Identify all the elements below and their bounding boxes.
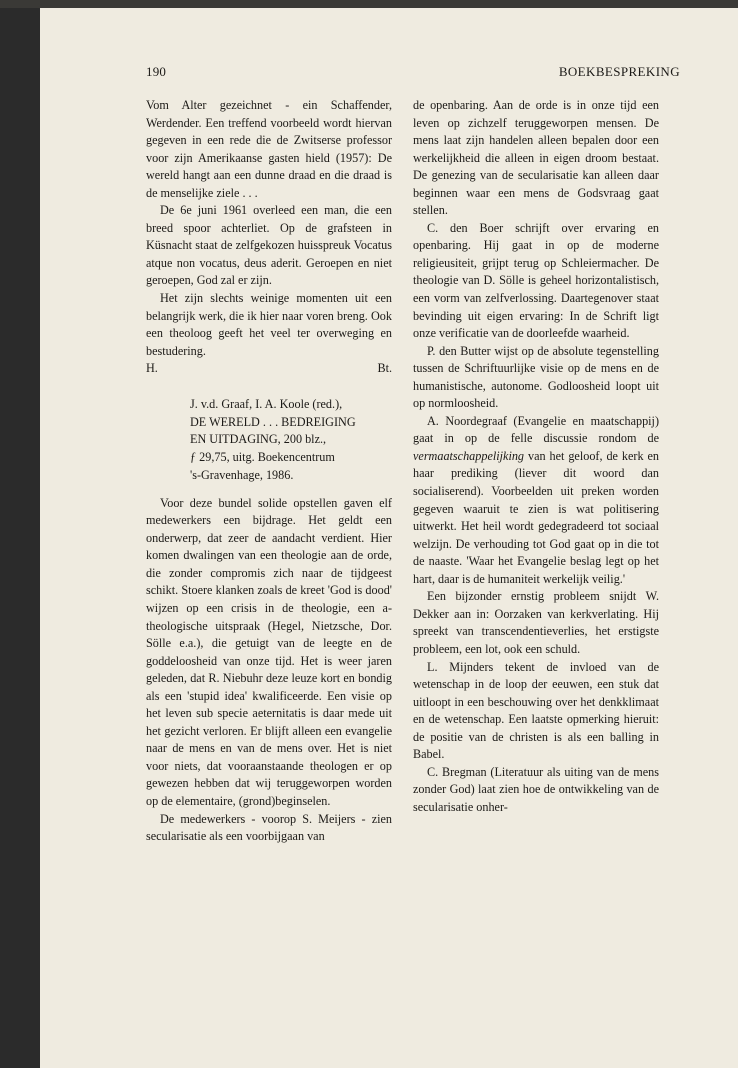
reference-line: J. v.d. Graaf, I. A. Koole (red.),: [190, 396, 343, 411]
paragraph: De medewerkers - voorop S. Meijers - zien secularisatie als een voorbijgaan van: [146, 811, 392, 844]
right-column: [413, 97, 659, 816]
paragraph: Voor deze bundel solide opstellen gaven elf medewerkers een bijdrage. Het geldt een onderwerp, dat zeer de aandacht verdient. Hier komen dwalingen van een theologie aan de orde, die zonder compromis zich naar de tijdgeest schikt. Stoere klanken zoals de kreet 'God is dood' wijzen op een crisis in de theologie, een a-theologische uitspraak (Hegel, Nietzsche, Dor. Sölle e.a.), die getuigt van de leegte en de goddeloosheid van onze tijd. Het is weer jaren geleden, dat R. Niebuhr deze leuze kort en bondig als een 'stupid idea' kwalificeerde. Een visie op het leven sub specie aeternitatis is daar mede uit het gezicht verloren. Er blijft alleen een evangelie naar de mens en van de mens over. Het is niet voor niets, dat vooraanstaande theologen er op gewezen hebben dat wij teruggeworpen worden op de elementaire, (grond)beginselen.: [146, 495, 392, 809]
scan-border: [0, 0, 738, 8]
paragraph: L. Mijnders tekent de invloed van de wetenschap in de loop der eeuwen, een stuk dat uitloopt in een beschouwing over het denkklimaat en de wetenschap. Een laatste opmerking hieruit: de positie van de christen is als een balling in Babel.: [413, 659, 659, 762]
review-signature: [146, 360, 392, 378]
paragraph: Een bijzonder ernstig probleem snijdt W. Dekker aan in: Oorzaken van kerkverlating. Hij spreekt van transcendentieverlies, het erstigste probleem, een lot, ook een schuld.: [413, 589, 659, 656]
reference-line: ƒ 29,75, uitg. Boekencentrum: [190, 450, 335, 465]
reference-line: EN UITDAGING, 200 blz.,: [190, 432, 327, 447]
signature-initial: H.: [146, 361, 158, 376]
page-header: [146, 64, 680, 84]
paragraph: Het zijn slechts weinige momenten uit een belangrijk werk, die ik hier naar voren breng. Ook een theoloog geeft het veel ter overweging en bestudering.: [146, 291, 392, 358]
paragraph: Vom Alter gezeichnet - ein Schaffender, Werdender. Een treffend voorbeeld wordt hiervan gegeven in een rede die de Zwitserse professor voor zijn Amerikaanse gasten hield (1957): De wereld hangt aan een dunne draad en die draad is de menselijke ziele . . .: [146, 98, 392, 200]
page-number: 190: [146, 64, 167, 79]
signature-initials: Bt.: [377, 361, 392, 376]
paragraph: P. den Butter wijst op de absolute tegenstelling tussen de Schriftuurlijke visie op de mens en de humanistische, autonome. Godloosheid loopt uit op normloosheid.: [413, 343, 659, 411]
paragraph: C. Bregman (Literatuur als uiting van de mens zonder God) laat zien hoe de ontwikkeling van de secularisatie onher-: [413, 764, 659, 814]
paragraph: C. den Boer schrijft over ervaring en openbaring. Hij gaat in op de moderne religieusiteit, grijpt terug op Schleiermacher. De theologie van D. Sölle is geheel horizontalistisch, een vorm van zelfverlossing. Daartegenover staat bevinding uit eigen ervaring: In de Schrift ligt onze verificatie van de doorleefde waarheid.: [413, 220, 659, 341]
italic-term: vermaatschappelijking: [413, 448, 525, 463]
running-title: BOEKBESPREKING: [558, 64, 680, 79]
paragraph: de openbaring. Aan de orde is in onze tijd een leven op zichzelf teruggeworpen mensen. De mens laat zijn handelen alleen bepalen door een werkelijkheid die alleen in eigen droom bestaat. De genezing van de secularisatie kan alleen daar beginnen waar een mens de Godsvraag gaat stellen.: [413, 98, 659, 218]
paragraph-text: A. Noordegraaf (Evangelie en maatschappij) gaat in op de felle discussie rondom de: [413, 413, 659, 446]
reference-line: DE WERELD . . . BEDREIGING: [190, 414, 356, 429]
paragraph: De 6e juni 1961 overleed een man, die een breed spoor achterliet. Op de grafsteen in Küsnacht staat de zelfgekozen huisspreuk Vocatus atque non vocatus, deus aderit. Geroepen en niet geroepen, God zal er zijn.: [146, 203, 392, 288]
left-column: [146, 97, 392, 846]
book-reference: [190, 396, 392, 485]
paragraph-text: van het geloof, de kerk en haar prediking (liever dit woord dan socialiserend). Voorbeelden uit preken worden gegeven waaruit te zien is wat politisering uitwerkt. Het heil wordt gedegradeerd tot sociaal welzijn. De verhouding tot God gaat op in die tot de naaste. 'Waar het Evangelie beslag legt op het hart, daar is de humaniteit werkelijk veilig.': [413, 448, 659, 586]
reference-line: 's-Gravenhage, 1986.: [190, 467, 294, 482]
paragraph: [413, 413, 659, 588]
